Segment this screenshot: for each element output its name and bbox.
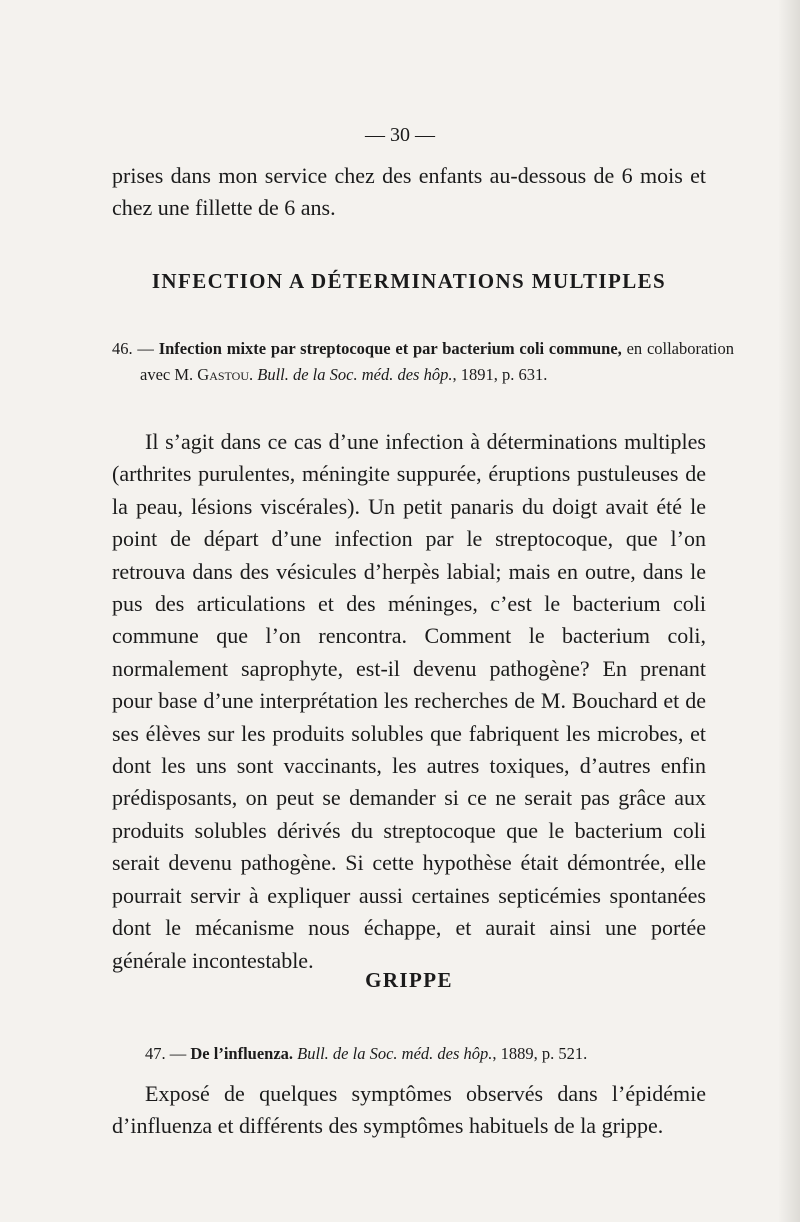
- entry-citation: , 1889, p. 521.: [492, 1044, 588, 1063]
- entry-collab-prefix: en collaboration avec M.: [140, 339, 734, 384]
- entry-collaborator: Gastou: [197, 365, 249, 384]
- entry-journal: Bull. de la Soc. méd. des hôp.: [257, 365, 453, 384]
- bibliography-entry-46: [112, 336, 734, 388]
- entry-number: 46.: [112, 339, 133, 358]
- section-heading-infection: INFECTION A DÉTERMINATIONS MULTIPLES: [151, 269, 667, 293]
- bibliography-entry-47: [112, 1041, 739, 1067]
- entry-dash: —: [132, 339, 159, 358]
- entry-46-summary: Il s’agit dans ce cas d’une infection à déterminations multiples (arthrites purulentes, méningite suppurée, éruptions pustuleuses de la peau, lésions viscérales). Un petit panaris du doigt avait été le point de départ d’une infection par le streptocoque, que l’on retrouva dans des vésicules d’herpès labial; mais en outre, dans le pus des articulations et des méninges, c’est le bacterium coli commune que l’on rencontra. Comment le bacterium coli, normalement saprophyte, est-il devenu pathogène? En prenant pour base d’une interprétation les recherches de M. Bouchard et de ses élèves sur les produits solubles que fabriquent les microbes, et dont les uns sont vaccinants, les autres toxiques, d’autres enfin prédisposants, on peut se demander si ce ne serait pas grâce aux produits solubles dérivés du streptocoque que le bacterium coli serait devenu pathogène. Si cette hypothèse était démontrée, elle pourrait servir à expliquer aussi certaines septicémies spontanées dont le mécanisme nous échappe, et aurait ainsi une portée générale incontestable.: [112, 429, 706, 973]
- entry-title: Infection mixte par streptocoque et par bacterium coli commune,: [158, 339, 622, 358]
- entry-number: 47.: [145, 1044, 166, 1063]
- page-number: — 30 —: [365, 124, 435, 146]
- entry-dash: —: [165, 1044, 191, 1063]
- entry-47-summary: Exposé de quelques symptômes observés dans l’épidémie d’influenza et différents des symptômes habituels de la grippe.: [112, 1081, 706, 1139]
- section-heading-grippe: GRIPPE: [365, 968, 453, 992]
- entry-journal: Bull. de la Soc. méd. des hôp.: [297, 1044, 493, 1063]
- entry-collab-suffix: .: [248, 365, 258, 384]
- entry-citation: , 1891, p. 631.: [452, 365, 548, 384]
- page-gutter-shadow: [778, 0, 800, 1222]
- entry-title: De l’influenza.: [190, 1044, 294, 1063]
- continued-paragraph: prises dans mon service chez des enfants au-dessous de 6 mois et chez une fillette de 6 ans.: [112, 163, 706, 221]
